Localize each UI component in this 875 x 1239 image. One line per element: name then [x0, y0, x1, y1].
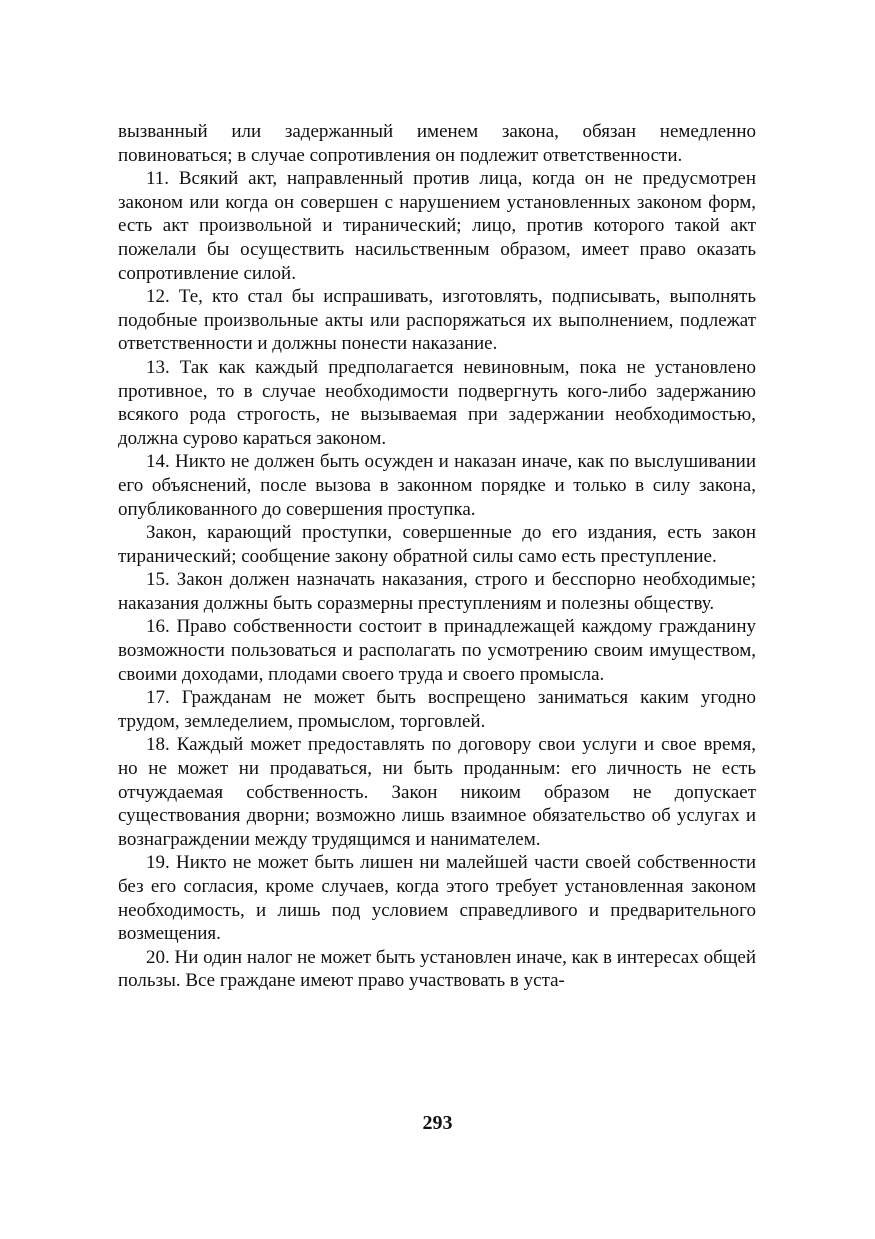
- article-16: 16. Право собственности состоит в принадлежащей каждому гражданину возможности пользоваться и располагать по усмотрению своим имуществом, своими доходами, плодами своего труда и своего промысла.: [118, 616, 756, 685]
- page-body: [118, 120, 756, 993]
- article-20: 20. Ни один налог не может быть установлен иначе, как в интересах общей пользы. Все граждане имеют право участвовать в уста-: [118, 946, 756, 992]
- page-number: 293: [422, 1112, 453, 1134]
- article-12: 12. Те, кто стал бы испрашивать, изготовлять, подписывать, выполнять подобные произвольные акты или распоряжаться их выполнением, подлежат ответственности и должны понести наказание.: [118, 286, 756, 355]
- article-17: 17. Гражданам не может быть воспрещено заниматься каким угодно трудом, земледелием, промыслом, торговлей.: [118, 687, 756, 732]
- article-19: 19. Никто не может быть лишен ни малейшей части своей собственности без его согласия, кроме случаев, когда этого требует установленная законом необходимость, и лишь под условием справедливого и предварительного возмещения.: [118, 852, 756, 945]
- article-18: 18. Каждый может предоставлять по договору свои услуги и свое время, но не может ни продаваться, ни быть проданным: его личность не есть отчуждаемая собственность. Закон никоим образом не допускает существования дворни; возможно лишь взаимное обязательство об услугах и вознаграждении между трудящимся и нанимателем.: [118, 734, 756, 850]
- article-14: 14. Никто не должен быть осужден и наказан иначе, как по выслушивании его объяснений, после вызова в законном порядке и только в силу закона, опубликованного до совершения проступка.: [118, 451, 756, 520]
- article-15: 15. Закон должен назначать наказания, строго и бесспорно необходимые; наказания должны быть соразмерны преступлениям и полезны обществу.: [118, 569, 756, 614]
- paragraph-continuation: вызванный или задержанный именем закона, обязан немедленно повиноваться; в случае сопротивления он подлежит ответственности.: [118, 121, 756, 166]
- article-14-paragraph-2: Закон, карающий проступки, совершенные до его издания, есть закон тиранический; сообщение закону обратной силы само есть преступление.: [118, 522, 756, 567]
- article-11: 11. Всякий акт, направленный против лица, когда он не предусмотрен законом или когда он совершен с нарушением установленных законом форм, есть акт произвольной и тиранический; лицо, против которого такой акт пожелали бы осуществить насильственным образом, имеет право оказать сопротивление силой.: [118, 168, 756, 284]
- article-13: 13. Так как каждый предполагается невиновным, пока не установлено противное, то в случае необходимости подвергнуть кого-либо задержанию всякого рода строгость, не вызываемая при задержании необходимостью, должна сурово караться законом.: [118, 356, 756, 449]
